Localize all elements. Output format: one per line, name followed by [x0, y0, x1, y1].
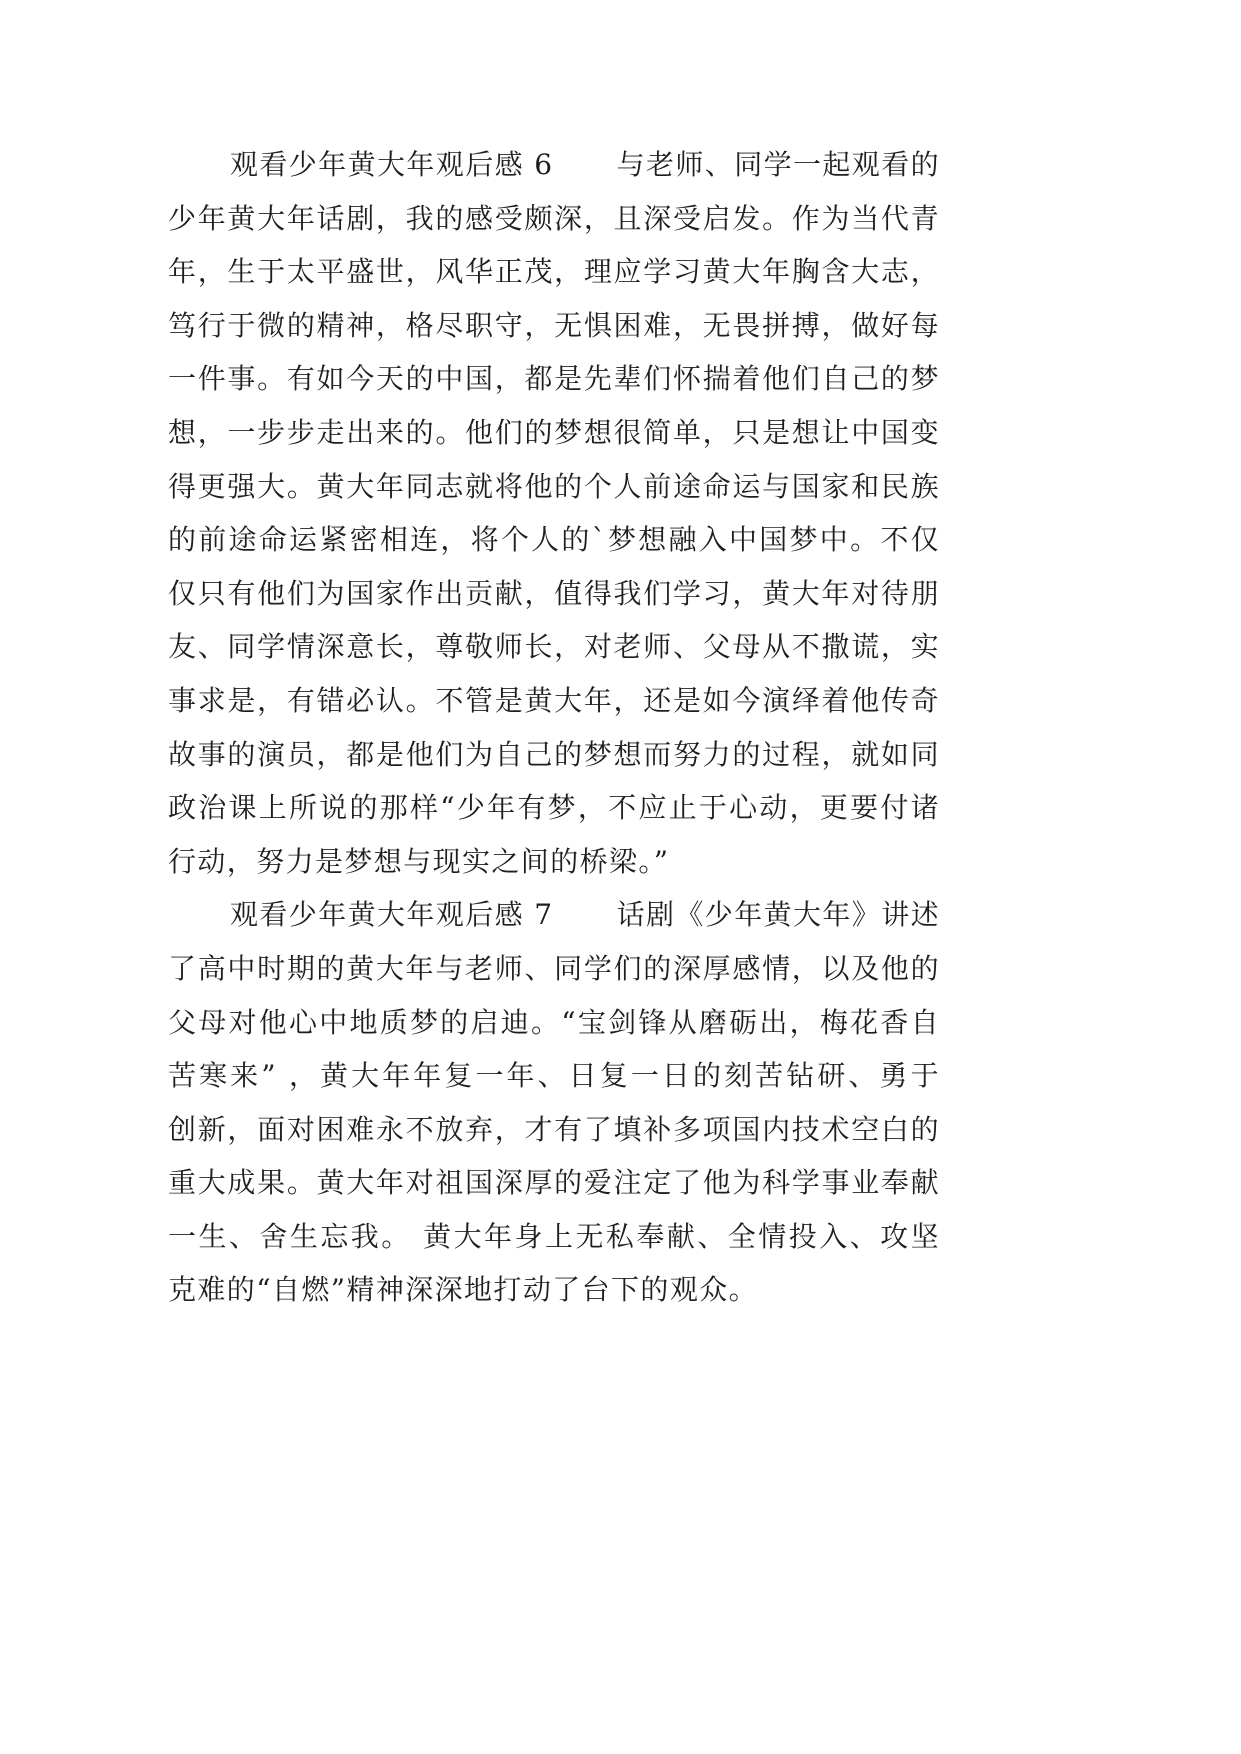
text-line: 重大成果。黄大年对祖国深厚的爱注定了他为科学事业奉献 — [168, 1166, 940, 1200]
text-line: 少年黄大年话剧，我的感受颇深，且深受启发。作为当代青 — [168, 201, 940, 235]
text-line: 克难的“自燃”精神深深地打动了台下的观众。 — [168, 1273, 759, 1307]
paragraph-first-line-text: 话剧《少年黄大年》讲述 — [616, 898, 940, 932]
text-line: 年，生于太平盛世，风华正茂，理应学习黄大年胸含大志， — [168, 255, 940, 289]
text-line: 了高中时期的黄大年与老师、同学们的深厚感情，以及他的 — [168, 951, 940, 985]
text-line: 苦寒来” ，黄大年年复一年、日复一日的刻苦钻研、勇于 — [168, 1059, 940, 1093]
paragraph — [168, 888, 940, 1317]
text-line: 友、同学情深意长，尊敬师长，对老师、父母从不撒谎，实 — [168, 630, 940, 664]
text-line: 想，一步步走出来的。他们的梦想很简单，只是想让中国变 — [168, 415, 940, 449]
text-line: 父母对他心中地质梦的启迪。“宝剑锋从磨砺出，梅花香自 — [168, 1005, 940, 1039]
text-line: 一件事。有如今天的中国，都是先辈们怀揣着他们自己的梦 — [168, 362, 940, 396]
text-line: 政治课上所说的那样“少年有梦，不应止于心动，更要付诸 — [168, 791, 940, 825]
text-line: 得更强大。黄大年同志就将他的个人前途命运与国家和民族 — [168, 469, 940, 503]
text-line: 一生、舍生忘我。 黄大年身上无私奉献、全情投入、攻坚 — [168, 1219, 940, 1253]
paragraph-heading: 观看少年黄大年观后感 7 — [230, 898, 554, 932]
paragraph-first-line-text: 与老师、同学一起观看的 — [616, 148, 940, 181]
paragraph-first-line — [168, 888, 940, 942]
paragraph — [168, 138, 940, 888]
paragraph-first-line — [168, 138, 940, 192]
document-body — [168, 138, 940, 1317]
text-line: 行动，努力是梦想与现实之间的桥梁。” — [168, 844, 670, 878]
text-line: 创新，面对困难永不放弃，才有了填补多项国内技术空白的 — [168, 1112, 940, 1146]
text-line: 故事的演员，都是他们为自己的梦想而努力的过程，就如同 — [168, 737, 940, 771]
text-line: 事求是，有错必认。不管是黄大年，还是如今演绎着他传奇 — [168, 683, 940, 717]
text-line: 的前途命运紧密相连，将个人的`梦想融入中国梦中。不仅 — [168, 523, 940, 557]
text-line: 笃行于微的精神，格尽职守，无惧困难，无畏拼搏，做好每 — [168, 308, 940, 342]
paragraph-heading: 观看少年黄大年观后感 6 — [230, 148, 554, 181]
text-line: 仅只有他们为国家作出贡献，值得我们学习，黄大年对待朋 — [168, 576, 940, 610]
